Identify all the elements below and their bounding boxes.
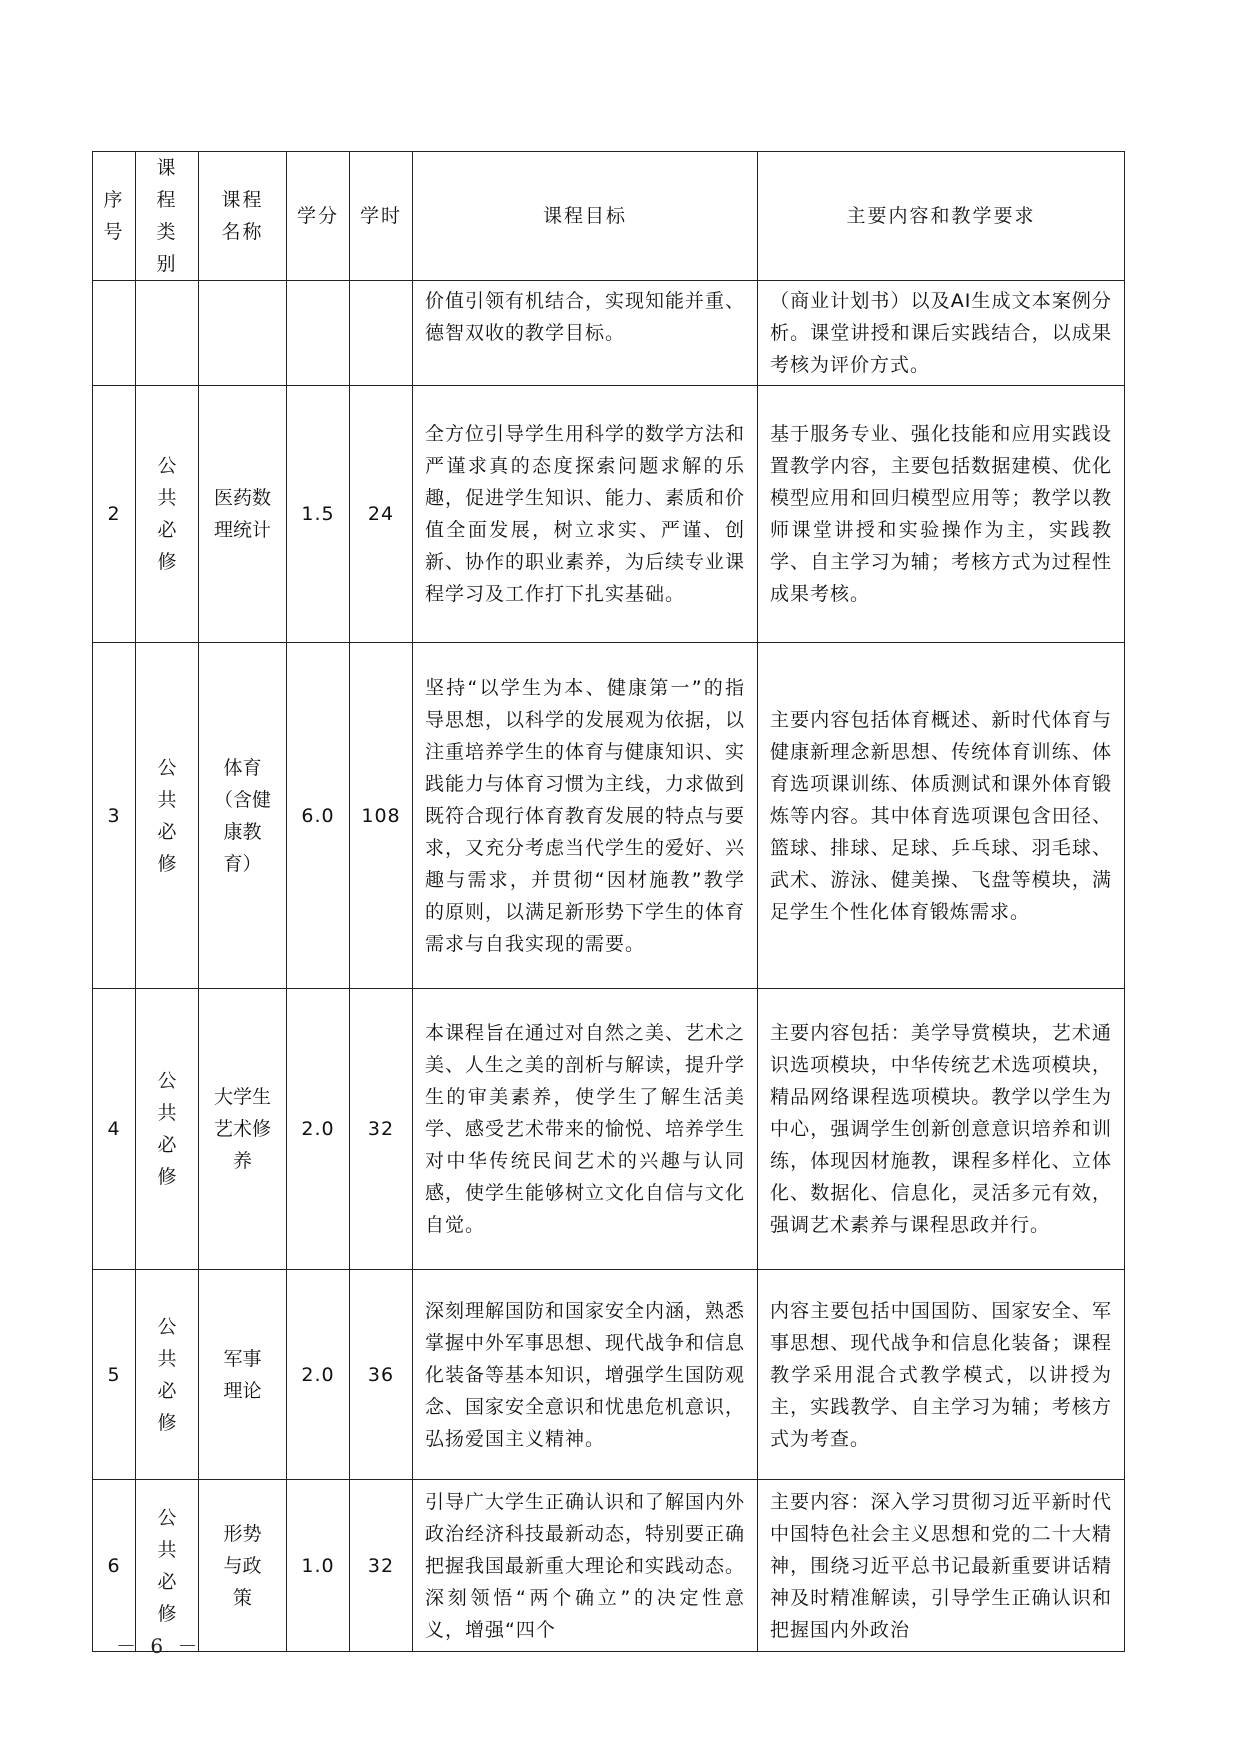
cell-credit: 1.5 xyxy=(287,386,350,643)
cell-content: 主要内容包括：美学导赏模块，艺术通识选项模块，中华传统艺术选项模块，精品网络课程选项模块。教学以学生为中心，强调学生创新创意意识培养和训练，体现因材施教，课程多样化、立体化、数据化、信息化，灵活多元有效，强调艺术素养与课程思政并行。 xyxy=(758,989,1125,1270)
cell-goal: 深刻理解国防和国家安全内涵，熟悉掌握中外军事思想、现代战争和信息化装备等基本知识，增强学生国防观念、国家安全意识和忧患危机意识，弘扬爱国主义精神。 xyxy=(413,1270,758,1480)
cell-credit: 2.0 xyxy=(287,1270,350,1480)
cell-credit: 1.0 xyxy=(287,1480,350,1652)
cell-seq xyxy=(93,281,136,386)
cell-category: 公共必修 xyxy=(136,1270,199,1480)
page-number: － 6 － xyxy=(116,1634,202,1658)
cell-goal: 价值引领有机结合，实现知能并重、德智双收的教学目标。 xyxy=(413,281,758,386)
header-credit: 学分 xyxy=(287,152,350,281)
cell-content: 主要内容包括体育概述、新时代体育与健康新理念新思想、传统体育训练、体育选项课训练、体质测试和课外体育锻炼等内容。其中体育选项课包含田径、篮球、排球、足球、乒乓球、羽毛球、武术、游泳、健美操、飞盘等模块，满足学生个性化体育锻炼需求。 xyxy=(758,643,1125,989)
cell-content: 基于服务专业、强化技能和应用实践设置教学内容，主要包括数据建模、优化模型应用和回归模型应用等；教学以教师课堂讲授和实验操作为主，实践教学、自主学习为辅；考核方式为过程性成果考核。 xyxy=(758,386,1125,643)
table-row xyxy=(93,643,1125,989)
cell-seq: 5 xyxy=(93,1270,136,1480)
header-content: 主要内容和教学要求 xyxy=(758,152,1125,281)
cell-goal: 坚持“以学生为本、健康第一”的指导思想，以科学的发展观为依据，以注重培养学生的体育与健康知识、实践能力与体育习惯为主线，力求做到既符合现行体育教育发展的特点与要求，又充分考虑当代学生的爱好、兴趣与需求，并贯彻“因材施教”教学的原则，以满足新形势下学生的体育需求与自我实现的需要。 xyxy=(413,643,758,989)
table-row xyxy=(93,989,1125,1270)
cell-credit: 6.0 xyxy=(287,643,350,989)
cell-category: 公共必修 xyxy=(136,1480,199,1652)
cell-hours: 32 xyxy=(350,1480,413,1652)
cell-credit xyxy=(287,281,350,386)
cell-content: （商业计划书）以及AI生成文本案例分析。课堂讲授和课后实践结合，以成果考核为评价方式。 xyxy=(758,281,1125,386)
table-row xyxy=(93,1480,1125,1652)
cell-goal: 引导广大学生正确认识和了解国内外政治经济科技最新动态，特别要正确把握我国最新重大理论和实践动态。深刻领悟“两个确立”的决定性意义，增强“四个 xyxy=(413,1480,758,1652)
cell-seq: 3 xyxy=(93,643,136,989)
cell-seq: 2 xyxy=(93,386,136,643)
table-row xyxy=(93,281,1125,386)
cell-hours: 24 xyxy=(350,386,413,643)
header-category: 课程类别 xyxy=(136,152,199,281)
cell-content: 内容主要包括中国国防、国家安全、军事思想、现代战争和信息化装备；课程教学采用混合式教学模式，以讲授为主，实践教学、自主学习为辅；考核方式为考查。 xyxy=(758,1270,1125,1480)
cell-content: 主要内容：深入学习贯彻习近平新时代中国特色社会主义思想和党的二十大精神，围绕习近平总书记最新重要讲话精神及时精准解读，引导学生正确认识和把握国内外政治 xyxy=(758,1480,1125,1652)
table-row xyxy=(93,1270,1125,1480)
cell-category: 公共必修 xyxy=(136,386,199,643)
cell-seq: 6 xyxy=(93,1480,136,1652)
cell-name: 大学生艺术修养 xyxy=(199,989,287,1270)
cell-credit: 2.0 xyxy=(287,989,350,1270)
cell-hours xyxy=(350,281,413,386)
cell-hours: 108 xyxy=(350,643,413,989)
header-goal: 课程目标 xyxy=(413,152,758,281)
cell-name: 体育（含健康教育） xyxy=(199,643,287,989)
cell-seq: 4 xyxy=(93,989,136,1270)
course-table xyxy=(92,151,1125,1652)
table-row xyxy=(93,386,1125,643)
cell-name: 军事理论 xyxy=(199,1270,287,1480)
header-seq: 序号 xyxy=(93,152,136,281)
cell-category xyxy=(136,281,199,386)
table-header-row xyxy=(93,152,1125,281)
cell-hours: 32 xyxy=(350,989,413,1270)
cell-name: 形势与政策 xyxy=(199,1480,287,1652)
cell-goal: 全方位引导学生用科学的数学方法和严谨求真的态度探索问题求解的乐趣，促进学生知识、能力、素质和价值全面发展，树立求实、严谨、创新、协作的职业素养，为后续专业课程学习及工作打下扎实基础。 xyxy=(413,386,758,643)
cell-name xyxy=(199,281,287,386)
header-hours: 学时 xyxy=(350,152,413,281)
cell-category: 公共必修 xyxy=(136,643,199,989)
cell-goal: 本课程旨在通过对自然之美、艺术之美、人生之美的剖析与解读，提升学生的审美素养，使学生了解生活美学、感受艺术带来的愉悦、培养学生对中华传统民间艺术的兴趣与认同感，使学生能够树立文化自信与文化自觉。 xyxy=(413,989,758,1270)
cell-category: 公共必修 xyxy=(136,989,199,1270)
cell-name: 医药数理统计 xyxy=(199,386,287,643)
cell-hours: 36 xyxy=(350,1270,413,1480)
header-name: 课程名称 xyxy=(199,152,287,281)
